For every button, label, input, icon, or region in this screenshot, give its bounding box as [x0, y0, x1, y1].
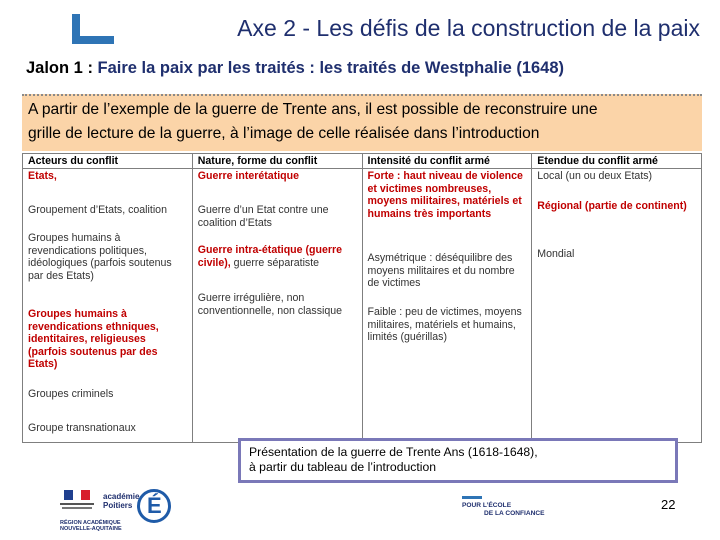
republique-francaise-logo: [58, 490, 96, 518]
region-label: RÉGION ACADÉMIQUE NOUVELLE-AQUITAINE: [60, 520, 122, 532]
nature-red-part: Guerre intra-étatique (guerre civile),: [197, 244, 342, 269]
col-actors: [23, 169, 193, 443]
actor-entry: Etats,: [28, 170, 57, 183]
extent-entry: Régional (partie de continent): [537, 200, 687, 213]
actor-entry: Groupement d’Etats, coalition: [28, 204, 167, 217]
actor-entry: Groupes criminels: [28, 388, 114, 401]
nature-entry-mixed: [198, 244, 357, 292]
jalon-text: Faire la paix par les traités : les traités de Westphalie (1648): [97, 59, 565, 77]
intensity-entry: Faible : peu de victimes, moyens militaires, matériels et humains, limités (guérillas): [367, 306, 522, 344]
academie-word: académie: [103, 492, 140, 501]
jalon-label: Jalon 1 :: [26, 59, 93, 77]
intro-box: [22, 94, 702, 151]
caption-line-1: Présentation de la guerre de Trente Ans (1618-1648),: [249, 445, 538, 459]
intro-line-1: A partir de l’exemple de la guerre de Trente ans, il est possible de reconstruire une: [28, 101, 598, 118]
academie-poitiers-logo: [103, 489, 173, 525]
header-actors: Acteurs du conflit: [23, 154, 193, 169]
poitiers-word: Poitiers: [103, 501, 133, 510]
jalon-heading: [26, 59, 564, 78]
nature-plain-part: guerre séparatiste: [230, 256, 320, 269]
slide-title: Axe 2 - Les défis de la construction de la paix: [237, 15, 700, 41]
grid-header-row: [23, 154, 702, 169]
academie-e-icon: É: [137, 489, 171, 523]
col-intensity: [362, 169, 532, 443]
header-intensity: Intensité du conflit armé: [362, 154, 532, 169]
nature-entry: Guerre interétatique: [197, 170, 300, 183]
actor-entry: Groupe transnationaux: [28, 422, 136, 435]
nature-entry: Guerre irrégulière, non conventionnelle, non classique: [197, 292, 343, 317]
col-nature: [192, 169, 362, 443]
slide-corner-logo: [72, 14, 114, 44]
intensity-entry: Asymétrique : déséquilibre des moyens militaires et du nombre de victimes: [367, 252, 515, 290]
ecole-confiance-logo: [462, 496, 562, 524]
grid-body-row: [23, 169, 702, 443]
war-reading-grid: [22, 153, 702, 443]
intensity-entry: Forte : haut niveau de violence et victimes nombreuses, moyens militaires, matériels et humains très importants: [367, 170, 523, 220]
col-extent: [532, 169, 702, 443]
page-number: 22: [661, 497, 676, 512]
extent-entry: Local (un ou deux Etats): [537, 170, 653, 183]
caption-line-2: à partir du tableau de l’introduction: [249, 460, 436, 474]
actor-entry: Groupes humains à revendications politiques, idéologiques (parfois soutenus par des Etats): [28, 232, 172, 282]
header-extent: Etendue du conflit armé: [532, 154, 702, 169]
ecole-line-2: DE LA CONFIANCE: [484, 510, 545, 517]
intro-line-2: grille de lecture de la guerre, à l’image de celle réalisée dans l’introduction: [28, 125, 540, 142]
caption-box: [238, 438, 678, 483]
actor-entry: Groupes humains à revendications ethniques, identitaires, religieuses (parfois soutenus par des Etats): [28, 308, 159, 371]
nature-entry: Guerre d’un Etat contre une coalition d’Etats: [197, 204, 329, 229]
extent-entry: Mondial: [537, 248, 575, 261]
header-nature: Nature, forme du conflit: [192, 154, 362, 169]
ecole-line-1: POUR L’ÉCOLE: [462, 502, 512, 509]
